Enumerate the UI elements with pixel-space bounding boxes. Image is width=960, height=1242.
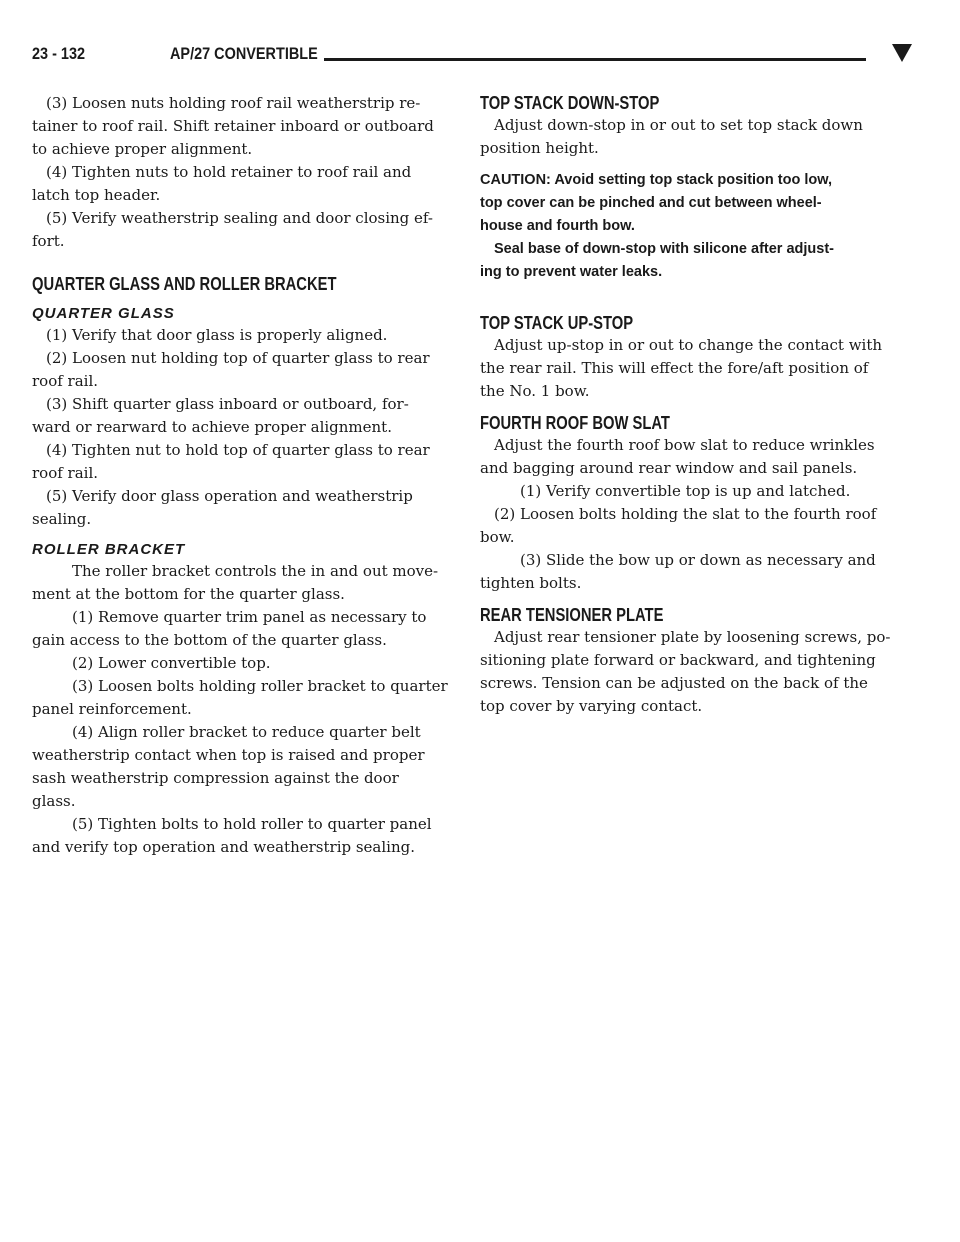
step-line: (1) Verify that door glass is properly aligned.: [46, 326, 388, 344]
body-line: Adjust the fourth roof bow slat to reduce wrinkles: [494, 436, 875, 454]
body-line: the No. 1 bow.: [480, 382, 590, 400]
step-line: and verify top operation and weatherstrip sealing.: [32, 838, 415, 856]
section-heading: REAR TENSIONER PLATE: [480, 605, 664, 625]
intro-line: latch top header.: [32, 186, 161, 204]
section-heading: QUARTER GLASS AND ROLLER BRACKET: [32, 274, 337, 294]
step-line: panel reinforcement.: [32, 700, 192, 718]
step-line: sealing.: [32, 510, 92, 528]
intro-line: (4) Tighten nuts to hold retainer to roof rail and: [46, 163, 412, 181]
step-line: The roller bracket controls the in and out move-: [72, 562, 439, 580]
caution-line: top cover can be pinched and cut between wheel-: [480, 195, 822, 211]
step-line: (4) Tighten nut to hold top of quarter glass to rear: [46, 441, 430, 459]
caution-line: ing to prevent water leaks.: [480, 264, 663, 280]
body-line: screws. Tension can be adjusted on the back of the: [480, 674, 868, 692]
intro-line: (5) Verify weatherstrip sealing and door closing ef-: [46, 209, 434, 227]
step-line: (2) Loosen nut holding top of quarter glass to rear: [46, 349, 430, 367]
step-line: (3) Loosen bolts holding roller bracket to quarter: [72, 677, 448, 695]
step-line: ward or rearward to achieve proper alignment.: [32, 418, 392, 436]
intro-line: tainer to roof rail. Shift retainer inboard or outboard: [32, 117, 434, 135]
intro-line: to achieve proper alignment.: [32, 140, 253, 158]
step-line: glass.: [32, 792, 76, 810]
section-heading: TOP STACK DOWN-STOP: [480, 93, 660, 113]
step-line: (2) Lower convertible top.: [72, 654, 271, 672]
intro-line: (3) Loosen nuts holding roof rail weatherstrip re-: [46, 94, 421, 112]
page-header: [32, 44, 880, 72]
step-line: weatherstrip contact when top is raised and proper: [32, 746, 425, 764]
step-line: (1) Remove quarter trim panel as necessary to: [72, 608, 427, 626]
subsection-heading: QUARTER GLASS: [32, 305, 175, 322]
left-column: [32, 92, 458, 859]
step-line: (1) Verify convertible top is up and latched.: [520, 482, 851, 500]
step-line: (2) Loosen bolts holding the slat to the fourth roof: [494, 505, 877, 523]
step-line: sash weatherstrip compression against the door: [32, 769, 399, 787]
step-line: roof rail.: [32, 372, 99, 390]
step-line: (5) Verify door glass operation and weatherstrip: [46, 487, 413, 505]
down-triangle-icon: [892, 44, 912, 62]
right-column: [480, 92, 906, 718]
section-heading: FOURTH ROOF BOW SLAT: [480, 413, 670, 433]
step-line: gain access to the bottom of the quarter glass.: [32, 631, 387, 649]
caution-line: CAUTION: Avoid setting top stack position too low,: [480, 172, 833, 188]
step-line: ment at the bottom for the quarter glass.: [32, 585, 345, 603]
caution-line: Seal base of down-stop with silicone after adjust-: [494, 241, 834, 257]
intro-line: fort.: [32, 232, 65, 250]
subsection-heading: ROLLER BRACKET: [32, 541, 186, 558]
body-line: top cover by varying contact.: [480, 697, 703, 715]
body-line: Adjust rear tensioner plate by loosening screws, po-: [494, 628, 891, 646]
body-line: Adjust up-stop in or out to change the contact with: [494, 336, 883, 354]
step-line: tighten bolts.: [480, 574, 582, 592]
page-title: AP/27 CONVERTIBLE: [170, 44, 318, 63]
page-number: 23 - 132: [32, 44, 86, 63]
section-heading: TOP STACK UP-STOP: [480, 313, 634, 333]
header-rule: [324, 58, 866, 61]
body-line: Adjust down-stop in or out to set top stack down: [494, 116, 863, 134]
body-line: the rear rail. This will effect the fore/aft position of: [480, 359, 869, 377]
step-line: (5) Tighten bolts to hold roller to quarter panel: [72, 815, 432, 833]
body-line: and bagging around rear window and sail panels.: [480, 459, 858, 477]
step-line: (3) Shift quarter glass inboard or outboard, for-: [46, 395, 409, 413]
caution-line: house and fourth bow.: [480, 218, 635, 234]
step-line: roof rail.: [32, 464, 99, 482]
step-line: (3) Slide the bow up or down as necessary and: [520, 551, 876, 569]
body-line: sitioning plate forward or backward, and tightening: [480, 651, 876, 669]
step-line: (4) Align roller bracket to reduce quarter belt: [72, 723, 421, 741]
step-line: bow.: [480, 528, 515, 546]
body-line: position height.: [480, 139, 599, 157]
